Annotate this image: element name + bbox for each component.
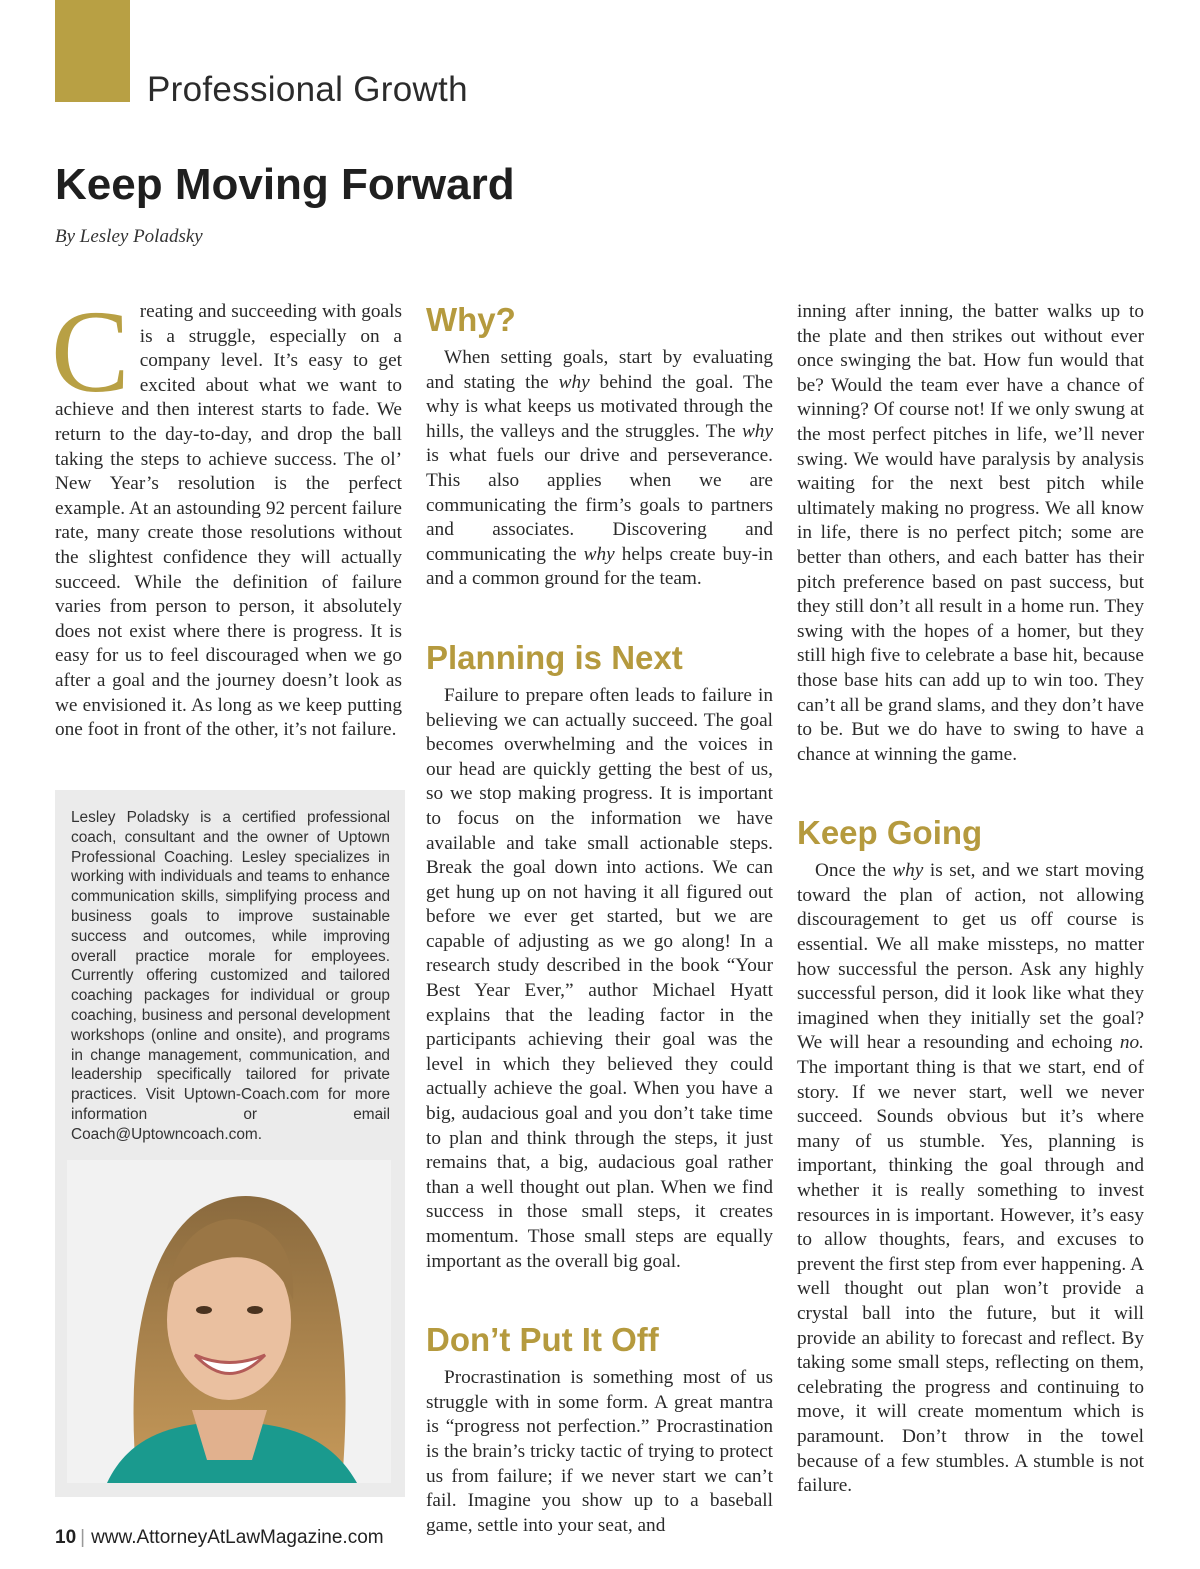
- drop-cap: C: [51, 286, 130, 417]
- keep-going-text-1: Once the: [815, 860, 893, 882]
- keep-going-text-3: The important thing is that we start, end of story. If we never start, well we never succeed. Sounds obvious but it’s where many of us stumble. Yes, planning is important, thinking the goal through and whether it is really something to invest resources in is important. However, it’s easy to allow thoughts, fears, and excuses to prevent the first step from ever happening. A well thought out plan won’t provide a crystal ball into the future, but it will provide an ability to forecast and reflect. By taking some small steps, reflecting on them, celebrating the progress and continuing to move, it will create momentum which is paramount. Don’t throw in the towel because of a few stumbles. A stumble is not failure.: [797, 1057, 1144, 1497]
- footer-separator: |: [80, 1527, 86, 1548]
- intro-text: reating and succeeding with goals is a struggle, especially on a company level. It’s easy to get excited about what we want to achieve and then interest starts to fade. We return to the day-to-day, and drop the ball taking the steps to achieve success. The ol’ New Year’s resolution is the perfect example. At an astounding 92 percent failure rate, many create those resolutions without the slightest confidence they will actually succeed. While the definition of failure varies from person to person, it absolutely does not exist where there is progress. It is easy for us to feel discouraged when we go after a goal and the journey doesn’t look as we envisioned it. As long as we keep putting one foot in front of the other, it’s not failure.: [55, 301, 402, 741]
- intro-paragraph: [51, 286, 402, 743]
- byline: By Lesley Poladsky: [55, 226, 203, 247]
- column-1: [51, 286, 402, 743]
- heading-planning: Planning is Next: [426, 638, 683, 676]
- heading-why: Why?: [426, 301, 516, 338]
- why-emphasis-1: why: [558, 371, 590, 393]
- why-emphasis-2: why: [741, 420, 773, 442]
- section-label: Professional Growth: [147, 70, 468, 109]
- continued-paragraph: inning after inning, the batter walks up to the plate and then strikes out without ever once swinging the bat. How fun would that be? Would the team ever have a chance of winning? Of course not! If we only swung at the most perfect pitches in life, we’ll never swing. We would have paralysis by analysis waiting for the next best pitch while ultimately making no progress. We all know in life, there is no perfect pitch; some are better than others, and each batter has their pitch preference based on past success, but they still don’t all result in a home run. They swing with the hopes of a homer, but they still high five to celebrate a base hit, because those base hits can add up to win too. They can’t all be grand slams, and they don’t have to be. But we do have to swing to have a chance at winning the game.: [797, 301, 1144, 765]
- page-footer: [55, 1527, 384, 1549]
- article-title: Keep Moving Forward: [55, 160, 515, 209]
- portrait-photo-icon: [67, 1160, 391, 1483]
- keep-going-paragraph: [797, 859, 1144, 1498]
- footer-url-link[interactable]: www.AttorneyAtLawMagazine.com: [91, 1527, 384, 1548]
- dont-put-it-off-paragraph: Procrastination is something most of us struggle with in some form. A great mantra is “progress not perfection.” Procrastination is the brain’s tricky tactic of trying to protect us from failure; if we never start we can’t fail. Imagine you show up to a baseball game, settle into your seat, and: [426, 1367, 773, 1536]
- keep-going-text-2: is set, and we start moving toward the plan of action, not allowing discouragement to get us off course is essential. We all make missteps, no matter how successful the person. Ask any highly successful person, did it look like what they imagined when they initially set the goal? We will hear a resounding and echoing: [797, 860, 1144, 1054]
- why-text-1: When setting goals, start by evaluating and stating the: [426, 347, 773, 393]
- planning-paragraph: Failure to prepare often leads to failure in believing we can actually succeed. The goal becomes overwhelming and the voices in our head are quickly getting the best of us, so we stop making progress. It is important to focus on the information we have available and take small actionable steps. Break the goal down into actions. We can get hung up on not having it all figured out before we ever get started, but we are capable of adjusting as we go along! In a research study described in the book “Your Best Year Ever,” author Michael Hyatt explains that the leading factor in the participants achieving their goal was the level in which they believed they could actually achieve the goal. When you have a big, audacious goal and you don’t take time to plan and think through the steps, it just remains that, a big, audacious goal rather than a well thought out plan. When we find success in those small steps, it creates momentum. Those small steps are equally important as the overall big goal.: [426, 684, 773, 1272]
- why-emphasis-3: why: [583, 543, 615, 565]
- why-text-3: is what fuels our drive and perseverance. This also applies when we are communicating the firm’s goals to partners and associates. Discovering and communicating the: [426, 445, 773, 565]
- keep-going-emphasis-2: no.: [1119, 1032, 1144, 1054]
- section-color-block: [55, 0, 130, 102]
- column-3: [797, 300, 1144, 1499]
- why-text-4: helps create buy-in and a common ground for the team.: [426, 543, 773, 590]
- page-number: 10: [55, 1527, 77, 1548]
- column-2: [426, 300, 773, 1538]
- keep-going-emphasis-1: why: [892, 860, 924, 882]
- heading-dont-put-it-off: Don’t Put It Off: [426, 1321, 659, 1359]
- why-text-2: behind the goal. The why is what keeps us motivated through the hills, the valleys and the struggles. The: [426, 371, 773, 442]
- author-bio-text: Lesley Poladsky is a certified professional coach, consultant and the owner of Uptown Professional Coaching. Lesley specializes in working with individuals and teams to enhance communication skills, simplifying process and business goals to improve sustainable success and outcomes, while improving overall practice morale for employees. Currently offering customized and tailored coaching packages for individual or group coaching, business and personal development workshops (online and onsite), and programs in change management, communication, and leadership specifically tailored for private practices. Visit Uptown-Coach.com for more information or email Coach@Uptowncoach.com.: [71, 809, 390, 1143]
- heading-keep-going: Keep Going: [797, 814, 983, 852]
- author-portrait-image: [67, 1160, 391, 1483]
- why-paragraph: [426, 346, 773, 592]
